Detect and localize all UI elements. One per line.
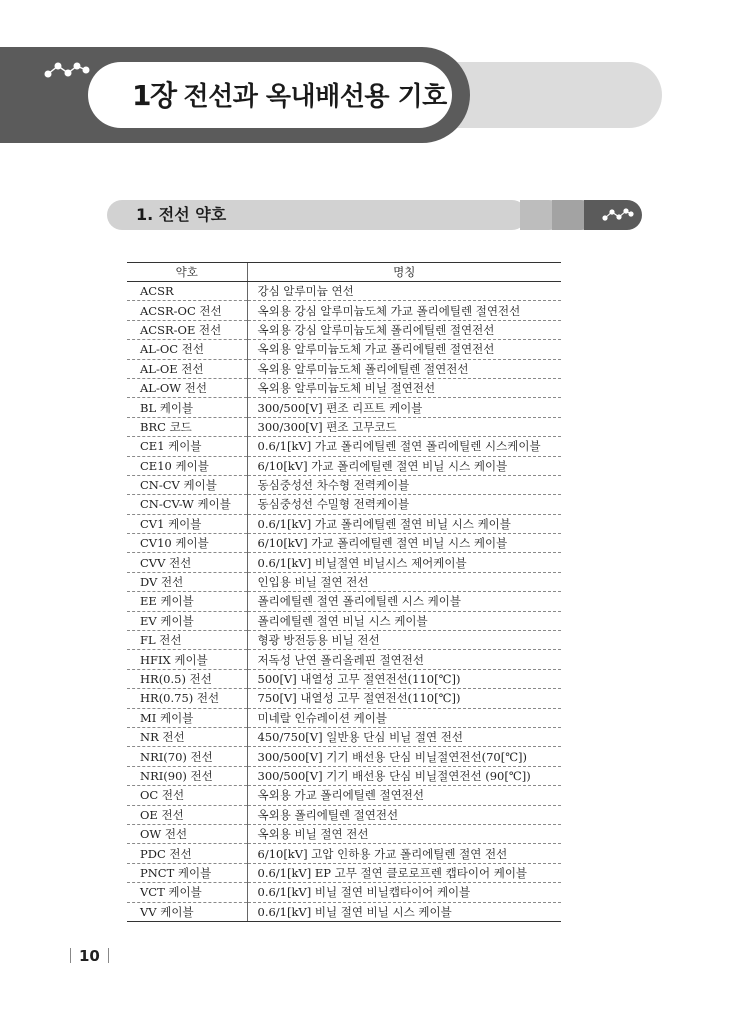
abbreviation-table	[127, 262, 561, 922]
table-header-row	[127, 263, 561, 282]
chapter-title	[132, 76, 447, 116]
abbreviation-cell: NRI(70) 전선	[127, 747, 247, 766]
abbreviation-cell: HFIX 케이블	[127, 650, 247, 669]
table-row	[127, 340, 561, 359]
name-cell: 0.6/1[kV] 가교 폴리에틸렌 절연 비닐 시스 케이블	[247, 514, 561, 533]
table-row	[127, 378, 561, 397]
name-cell: 0.6/1[kV] 비닐 절연 비닐캡타이어 케이블	[247, 883, 561, 902]
abbreviation-cell: BL 케이블	[127, 398, 247, 417]
abbreviation-cell: CE1 케이블	[127, 437, 247, 456]
table-row	[127, 417, 561, 436]
table-row	[127, 437, 561, 456]
name-cell: 형광 방전등용 비닐 전선	[247, 631, 561, 650]
abbreviation-cell: CVV 전선	[127, 553, 247, 572]
chapter-title-text: 전선과 옥내배선용 기호	[183, 82, 447, 112]
table-row	[127, 398, 561, 417]
table-row	[127, 689, 561, 708]
abbreviation-cell: BRC 코드	[127, 417, 247, 436]
name-cell: 옥외용 폴리에틸렌 절연전선	[247, 805, 561, 824]
page-number-text: 10	[79, 947, 100, 965]
table-row	[127, 650, 561, 669]
table-row	[127, 805, 561, 824]
table-row	[127, 883, 561, 902]
abbreviation-cell: CV10 케이블	[127, 534, 247, 553]
abbreviation-cell: NRI(90) 전선	[127, 766, 247, 785]
name-cell: 0.6/1[kV] 가교 폴리에틸렌 절연 폴리에틸렌 시스케이블	[247, 437, 561, 456]
name-cell: 6/10[kV] 가교 폴리에틸렌 절연 비닐 시스 케이블	[247, 534, 561, 553]
name-cell: 옥외용 알루미늄도체 폴리에틸렌 절연전선	[247, 359, 561, 378]
table-row	[127, 359, 561, 378]
table-row	[127, 844, 561, 863]
column-header-name: 명칭	[247, 263, 561, 282]
abbreviation-cell: AL-OC 전선	[127, 340, 247, 359]
name-cell: 옥외용 강심 알루미늄도체 가교 폴리에틸렌 절연전선	[247, 301, 561, 320]
dots-zigzag-icon	[44, 60, 90, 80]
name-cell: 폴리에틸렌 절연 폴리에틸렌 시스 케이블	[247, 592, 561, 611]
abbreviation-cell: AL-OE 전선	[127, 359, 247, 378]
abbreviation-cell: CN-CV-W 케이블	[127, 495, 247, 514]
name-cell: 6/10[kV] 가교 폴리에틸렌 절연 비닐 시스 케이블	[247, 456, 561, 475]
name-cell: 500[V] 내열성 고무 절연전선(110[℃])	[247, 669, 561, 688]
table-row	[127, 456, 561, 475]
page-number-divider	[108, 948, 109, 963]
abbreviation-cell: PNCT 케이블	[127, 863, 247, 882]
name-cell: 0.6/1[kV] EP 고무 절연 클로로프렌 캡타이어 케이블	[247, 863, 561, 882]
table-row	[127, 611, 561, 630]
abbreviation-cell: HR(0.5) 전선	[127, 669, 247, 688]
name-cell: 0.6/1[kV] 비닐절연 비닐시스 제어케이블	[247, 553, 561, 572]
abbreviation-cell: DV 전선	[127, 572, 247, 591]
name-cell: 폴리에틸렌 절연 비닐 시스 케이블	[247, 611, 561, 630]
abbreviation-cell: AL-OW 전선	[127, 378, 247, 397]
abbreviation-cell: VCT 케이블	[127, 883, 247, 902]
abbreviation-cell: NR 전선	[127, 727, 247, 746]
table-row	[127, 320, 561, 339]
name-cell: 6/10[kV] 고압 인하용 가교 폴리에틸렌 절연 전선	[247, 844, 561, 863]
table-row	[127, 592, 561, 611]
name-cell: 옥외용 가교 폴리에틸렌 절연전선	[247, 786, 561, 805]
abbreviation-cell: HR(0.75) 전선	[127, 689, 247, 708]
table-row	[127, 631, 561, 650]
table-row	[127, 301, 561, 320]
abbreviation-cell: ACSR	[127, 282, 247, 301]
name-cell: 동심중성선 차수형 전력케이블	[247, 475, 561, 494]
table-row	[127, 727, 561, 746]
table-row	[127, 902, 561, 921]
name-cell: 동심중성선 수밀형 전력케이블	[247, 495, 561, 514]
abbreviation-cell: FL 전선	[127, 631, 247, 650]
table-row	[127, 766, 561, 785]
name-cell: 옥외용 알루미늄도체 가교 폴리에틸렌 절연전선	[247, 340, 561, 359]
abbreviation-cell: ACSR-OC 전선	[127, 301, 247, 320]
table-row	[127, 553, 561, 572]
abbreviation-cell: ACSR-OE 전선	[127, 320, 247, 339]
name-cell: 인입용 비닐 절연 전선	[247, 572, 561, 591]
table-body	[127, 282, 561, 922]
abbreviation-cell: OC 전선	[127, 786, 247, 805]
page-number	[62, 946, 117, 966]
table-row	[127, 495, 561, 514]
abbreviation-cell: OE 전선	[127, 805, 247, 824]
name-cell: 450/750[V] 일반용 단심 비닐 절연 전선	[247, 727, 561, 746]
abbreviation-cell: CV1 케이블	[127, 514, 247, 533]
abbreviation-cell: CN-CV 케이블	[127, 475, 247, 494]
page-number-divider	[70, 948, 71, 963]
name-cell: 300/500[V] 기기 배선용 단심 비닐절연전선 (90[℃])	[247, 766, 561, 785]
name-cell: 300/300[V] 편조 고무코드	[247, 417, 561, 436]
table-row	[127, 786, 561, 805]
name-cell: 저독성 난연 폴리올레핀 절연전선	[247, 650, 561, 669]
name-cell: 300/500[V] 편조 리프트 케이블	[247, 398, 561, 417]
section-title: 1. 전선 약호	[136, 205, 227, 224]
abbreviation-cell: EE 케이블	[127, 592, 247, 611]
abbreviation-cell: PDC 전선	[127, 844, 247, 863]
table-row	[127, 514, 561, 533]
table-row	[127, 572, 561, 591]
table-row	[127, 824, 561, 843]
column-header-abbreviation: 약호	[127, 263, 247, 282]
table-row	[127, 534, 561, 553]
table-row	[127, 863, 561, 882]
table-row	[127, 747, 561, 766]
abbreviation-cell: CE10 케이블	[127, 456, 247, 475]
abbreviation-cell: VV 케이블	[127, 902, 247, 921]
chapter-number: 1장	[132, 79, 176, 112]
name-cell: 옥외용 알루미늄도체 비닐 절연전선	[247, 378, 561, 397]
name-cell: 옥외용 비닐 절연 전선	[247, 824, 561, 843]
table-row	[127, 282, 561, 301]
table-row	[127, 669, 561, 688]
name-cell: 강심 알루미늄 연선	[247, 282, 561, 301]
abbreviation-cell: MI 케이블	[127, 708, 247, 727]
name-cell: 옥외용 강심 알루미늄도체 폴리에틸렌 절연전선	[247, 320, 561, 339]
name-cell: 750[V] 내열성 고무 절연전선(110[℃])	[247, 689, 561, 708]
table-row	[127, 475, 561, 494]
name-cell: 미네랄 인슈레이션 케이블	[247, 708, 561, 727]
table-row	[127, 708, 561, 727]
abbreviation-cell: EV 케이블	[127, 611, 247, 630]
abbreviation-cell: OW 전선	[127, 824, 247, 843]
dots-zigzag-icon	[602, 205, 634, 225]
name-cell: 300/500[V] 기기 배선용 단심 비닐절연전선(70[℃])	[247, 747, 561, 766]
name-cell: 0.6/1[kV] 비닐 절연 비닐 시스 케이블	[247, 902, 561, 921]
